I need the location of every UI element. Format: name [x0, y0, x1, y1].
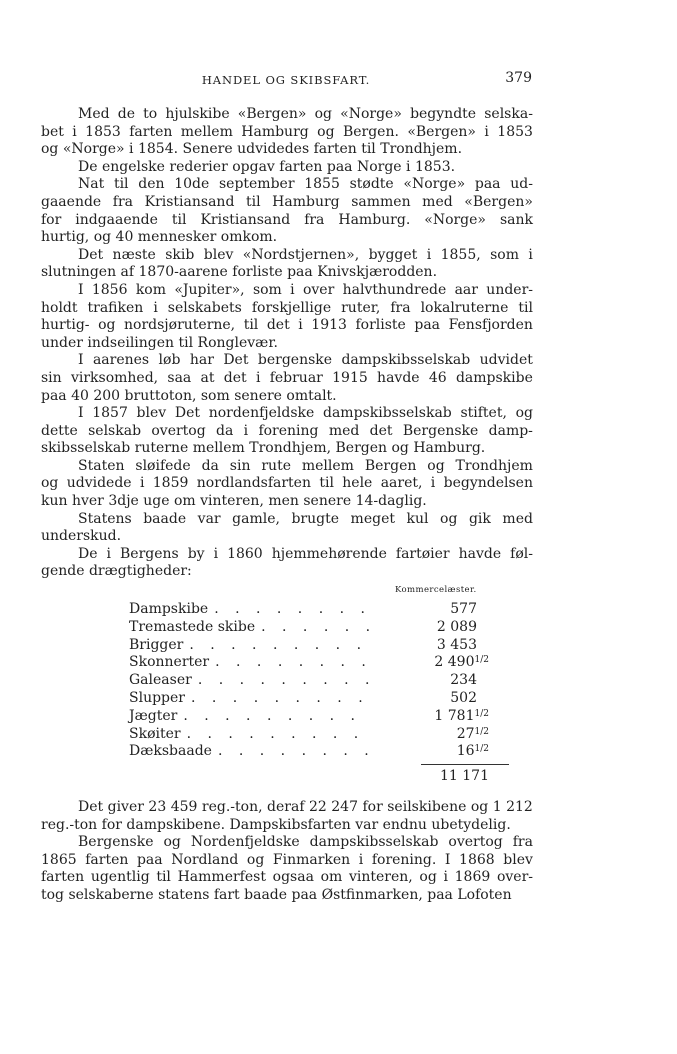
leader-dots: . . . . . . . . . — [197, 672, 376, 689]
text-line: under indseilingen til Ronglevær. — [41, 334, 278, 351]
row-label: Tremastede skibe — [129, 618, 256, 635]
row-fraction: 1/2 — [474, 744, 489, 755]
text-line: De engelske rederier opgav farten paa Norge i 1853. — [78, 158, 456, 175]
row-number: 577 — [450, 601, 477, 617]
text-line: hurtig, og 40 mennesker omkom. — [41, 229, 278, 246]
text-line: bet i 1853 farten mellem Hamburg og Bergen. «Bergen» i 1853 — [41, 123, 533, 140]
row-number: 16 — [456, 743, 475, 760]
text-line: underskud. — [41, 528, 122, 545]
row-label: Galeaser — [129, 672, 192, 689]
row-value — [437, 637, 489, 653]
text-line: skibsselskab ruterne mellem Trondhjem, Bergen og Hamburg. — [41, 440, 486, 457]
leader-dots: . . . . . . . . . — [191, 690, 369, 706]
table-row — [129, 726, 489, 744]
text-line: og udvidede i 1859 nordlandsfarten til hele aaret, i begyndelsen — [41, 475, 533, 492]
row-label: Dampskibe — [129, 601, 209, 617]
text-line: Staten sløifede da sin rute mellem Bergen og Trondhjem — [78, 457, 533, 474]
row-number: 1 781 — [434, 707, 475, 724]
text-line: De i Bergens by i 1860 hjemmehørende fartøier havde føl- — [78, 545, 533, 562]
row-label: Slupper — [129, 690, 185, 706]
leader-dots: . . . . . . . . — [215, 654, 372, 671]
row-value — [457, 743, 489, 759]
page-header — [40, 68, 532, 90]
text-line: tog selskaberne statens fart baade paa Østfinmarken, paa Lofoten — [41, 886, 512, 903]
row-value — [450, 672, 489, 688]
text-line: for indgaaende til Kristiansand fra Hamburg. «Norge» sank — [41, 211, 533, 228]
table-row — [129, 672, 489, 690]
text-line: Bergenske og Nordenfjeldske dampskibsselskab overtog fra — [78, 834, 533, 851]
text-line: Det giver 23 459 reg.-ton, deraf 22 247 for seilskibene og 1 212 — [78, 799, 533, 815]
page-number: 379 — [505, 70, 532, 86]
text-line: hurtig- og nordsjøruterne, til det i 1913 forliste paa Fensfjorden — [41, 317, 533, 334]
text-line: farten ugentlig til Hammerfest ogsaa om vinteren, og i 1869 over- — [41, 869, 533, 886]
table-row — [129, 654, 489, 672]
table-row — [129, 637, 489, 655]
text-line: 1865 farten paa Nordland og Finmarken i forening. I 1868 blev — [41, 851, 533, 868]
row-value — [450, 601, 489, 617]
leader-dots: . . . . . . . . — [214, 601, 371, 617]
text-line: I aarenes løb har Det bergenske dampskibsselskab udvidet — [78, 352, 533, 369]
text-line: dette selskab overtog da i forening med det Bergenske damp- — [41, 422, 533, 439]
row-value — [457, 726, 489, 742]
row-label: Brigger — [129, 636, 184, 653]
leader-dots: . . . . . . . . — [217, 743, 375, 760]
table-row — [129, 690, 489, 708]
row-label: Dæksbaade — [129, 743, 212, 760]
sum-rule — [421, 764, 509, 765]
text-line: I 1856 kom «Jupiter», som i over halvthundrede aar under- — [78, 281, 533, 298]
row-label: Skonnerter — [129, 654, 210, 671]
text-line: Det næste skib blev «Nordstjernen», bygget i 1855, som i — [78, 246, 533, 263]
leader-dots: . . . . . . — [261, 618, 377, 635]
row-fraction: 1/2 — [474, 726, 489, 737]
text-line: og «Norge» i 1854. Senere udvidedes farten til Trondhjem. — [41, 141, 463, 158]
text-line: gende drægtigheder: — [41, 563, 192, 580]
row-value — [434, 708, 489, 724]
text-line: Nat til den 10de september 1855 stødte «Norge» paa ud- — [78, 176, 533, 193]
text-line: sin virksomhed, saa at det i februar 1915 havde 46 dampskibe — [41, 369, 533, 386]
text-line: slutningen af 1870-aarene forliste paa Knivskjærodden. — [41, 264, 438, 281]
table-row — [129, 708, 489, 726]
row-number: 3 453 — [436, 636, 477, 653]
text-line: paa 40 200 bruttoton, som senere omtalt. — [41, 387, 337, 404]
text-line: kun hver 3dje uge om vinteren, men senere 14-daglig. — [41, 493, 427, 510]
row-label: Jægter — [129, 707, 178, 724]
table-total: 11 171 — [440, 768, 489, 784]
row-value — [450, 690, 489, 706]
row-number: 27 — [456, 725, 475, 742]
unit-label: Kommercelæster. — [395, 585, 477, 595]
row-label: Skøiter — [129, 725, 181, 742]
table-row — [129, 743, 489, 761]
row-value — [437, 619, 489, 635]
row-number: 2 490 — [434, 654, 475, 671]
text-line: reg.-ton for dampskibene. Dampskibsfarten var endnu ubetydelig. — [41, 816, 511, 833]
text-line: gaaende fra Kristiansand til Hamburg sammen med «Bergen» — [41, 193, 533, 210]
leader-dots: . . . . . . . . . — [189, 636, 368, 653]
running-title: HANDEL OG SKIBSFART. — [201, 73, 371, 87]
row-fraction: 1/2 — [474, 708, 489, 719]
text-line: holdt trafiken i selskabets forskjellige ruter, fra lokalruterne til — [41, 299, 533, 316]
row-number: 502 — [450, 690, 477, 706]
row-fraction: 1/2 — [474, 655, 489, 666]
text-line: I 1857 blev Det nordenfjeldske dampskibsselskab stiftet, og — [78, 405, 533, 422]
text-line: Med de to hjulskibe «Bergen» og «Norge» begyndte selska- — [78, 106, 533, 122]
row-number: 2 089 — [436, 618, 477, 635]
body-text-bottom — [41, 799, 533, 905]
leader-dots: . . . . . . . . . — [183, 707, 361, 724]
row-number: 234 — [450, 672, 477, 689]
row-value — [434, 654, 489, 670]
text-line: Statens baade var gamle, brugte meget kul og gik med — [78, 510, 533, 527]
leader-dots: . . . . . . . . . — [186, 725, 365, 742]
table-row — [129, 619, 489, 637]
body-text-top — [41, 106, 533, 581]
table-row — [129, 601, 489, 619]
